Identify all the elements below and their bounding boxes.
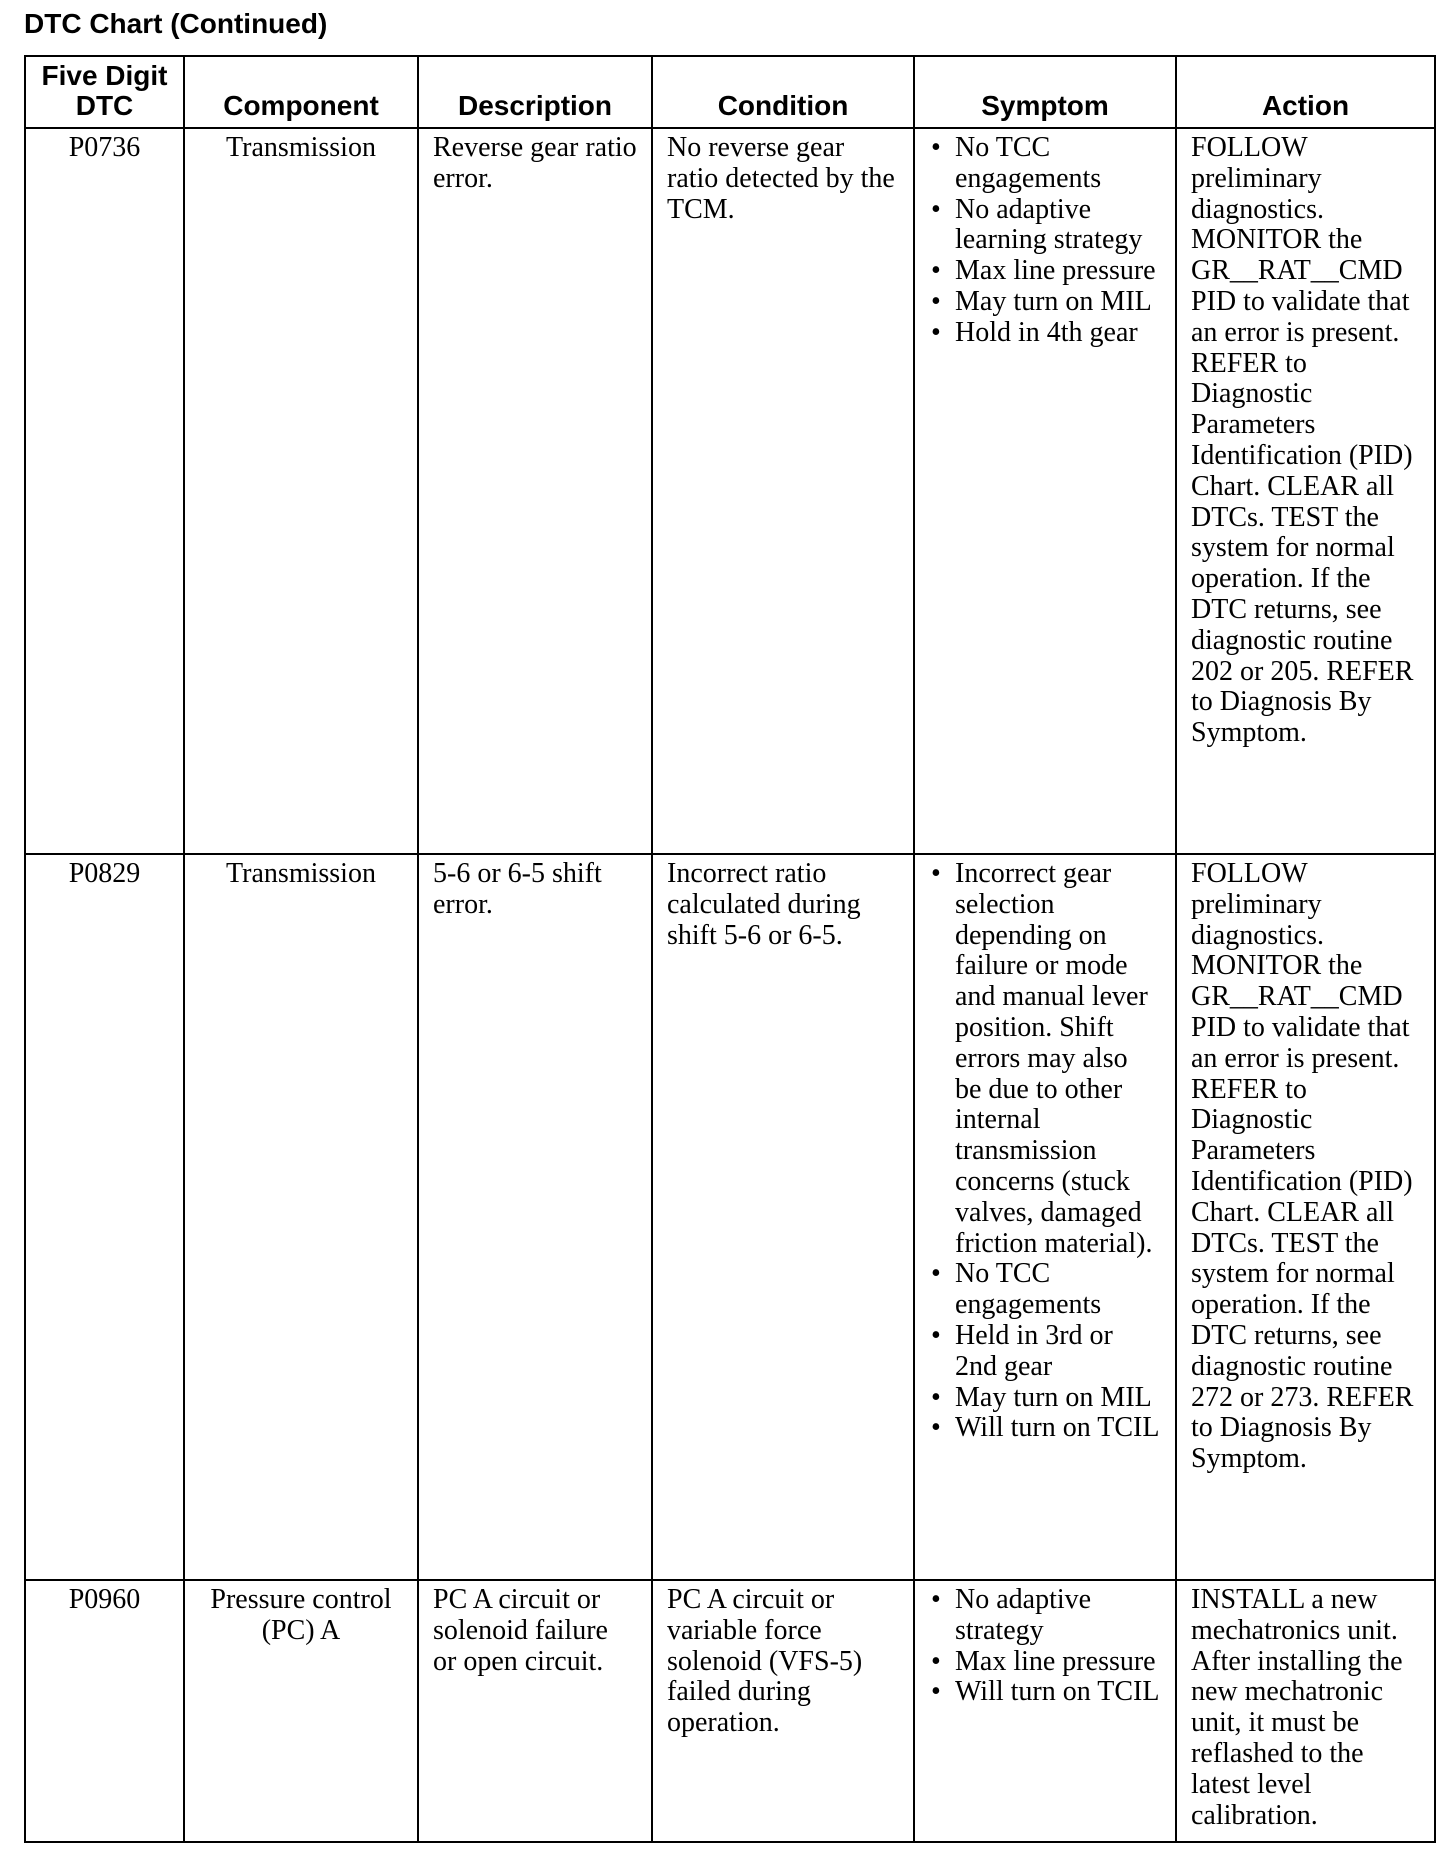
header-description: Description bbox=[418, 56, 652, 128]
symptom-item: • Max line pressure bbox=[955, 256, 1161, 287]
header-condition: Condition bbox=[652, 56, 914, 128]
cell-action: FOLLOW preliminary diagnostics. MONITOR the GR__RAT__CMD PID to validate that an error is present. REFER to Diagnostic Parameters Identification (PID) Chart. CLEAR all DTCs. TEST the system for normal operation. If the DTC returns, see diagnostic routine 202 or 205. REFER to Diagnosis By Symptom. bbox=[1176, 128, 1435, 854]
cell-dtc: P0736 bbox=[25, 128, 184, 854]
cell-description: PC A circuit or solenoid failure or open circuit. bbox=[418, 1580, 652, 1842]
header-dtc-line2: DTC bbox=[75, 90, 134, 121]
header-component: Component bbox=[184, 56, 418, 128]
cell-action: INSTALL a new mechatronics unit. After installing the new mechatronic unit, it must be reflashed to the latest level calibration. bbox=[1176, 1580, 1435, 1842]
header-dtc-line1: Five Digit bbox=[41, 60, 168, 91]
symptom-item: • No TCC engagements bbox=[955, 133, 1161, 195]
dtc-table bbox=[24, 55, 1436, 1843]
header-action: Action bbox=[1176, 56, 1435, 128]
cell-condition: Incorrect ratio calculated during shift 5-6 or 6-5. bbox=[652, 854, 914, 1580]
table-row bbox=[25, 1580, 1435, 1842]
symptom-item: • Max line pressure bbox=[955, 1647, 1161, 1678]
cell-component: Pressure control (PC) A bbox=[184, 1580, 418, 1842]
cell-dtc: P0829 bbox=[25, 854, 184, 1580]
cell-component: Transmission bbox=[184, 128, 418, 854]
symptom-item: • Will turn on TCIL bbox=[955, 1413, 1161, 1444]
cell-description: Reverse gear ratio error. bbox=[418, 128, 652, 854]
header-symptom: Symptom bbox=[914, 56, 1176, 128]
symptom-list bbox=[929, 1585, 1161, 1708]
symptom-item: • Held in 3rd or 2nd gear bbox=[955, 1321, 1161, 1383]
header-dtc bbox=[25, 56, 184, 128]
cell-description: 5-6 or 6-5 shift error. bbox=[418, 854, 652, 1580]
symptom-item: • Will turn on TCIL bbox=[955, 1677, 1161, 1708]
cell-dtc: P0960 bbox=[25, 1580, 184, 1842]
symptom-item: • Incorrect gear selection depending on failure or mode and manual lever position. Shift errors may also be due to other internal transmission concerns (stuck valves, damaged friction material). bbox=[955, 859, 1161, 1259]
symptom-item: • No TCC engagements bbox=[955, 1259, 1161, 1321]
cell-action: FOLLOW preliminary diagnostics. MONITOR the GR__RAT__CMD PID to validate that an error is present. REFER to Diagnostic Parameters Identification (PID) Chart. CLEAR all DTCs. TEST the system for normal operation. If the DTC returns, see diagnostic routine 272 or 273. REFER to Diagnosis By Symptom. bbox=[1176, 854, 1435, 1580]
symptom-item: • May turn on MIL bbox=[955, 1383, 1161, 1414]
symptom-list bbox=[929, 133, 1161, 349]
table-row bbox=[25, 128, 1435, 854]
page-title: DTC Chart (Continued) bbox=[24, 8, 328, 39]
cell-condition: PC A circuit or variable force solenoid (VFS-5) failed during operation. bbox=[652, 1580, 914, 1842]
symptom-list bbox=[929, 859, 1161, 1444]
cell-condition: No reverse gear ratio detected by the TCM. bbox=[652, 128, 914, 854]
table-row bbox=[25, 854, 1435, 1580]
symptom-item: • No adaptive learning strategy bbox=[955, 195, 1161, 257]
symptom-item: • May turn on MIL bbox=[955, 287, 1161, 318]
symptom-item: • No adaptive strategy bbox=[955, 1585, 1161, 1647]
symptom-item: • Hold in 4th gear bbox=[955, 318, 1161, 349]
cell-symptom bbox=[914, 128, 1176, 854]
cell-symptom bbox=[914, 1580, 1176, 1842]
table-header-row bbox=[25, 56, 1435, 128]
cell-component: Transmission bbox=[184, 854, 418, 1580]
cell-symptom bbox=[914, 854, 1176, 1580]
